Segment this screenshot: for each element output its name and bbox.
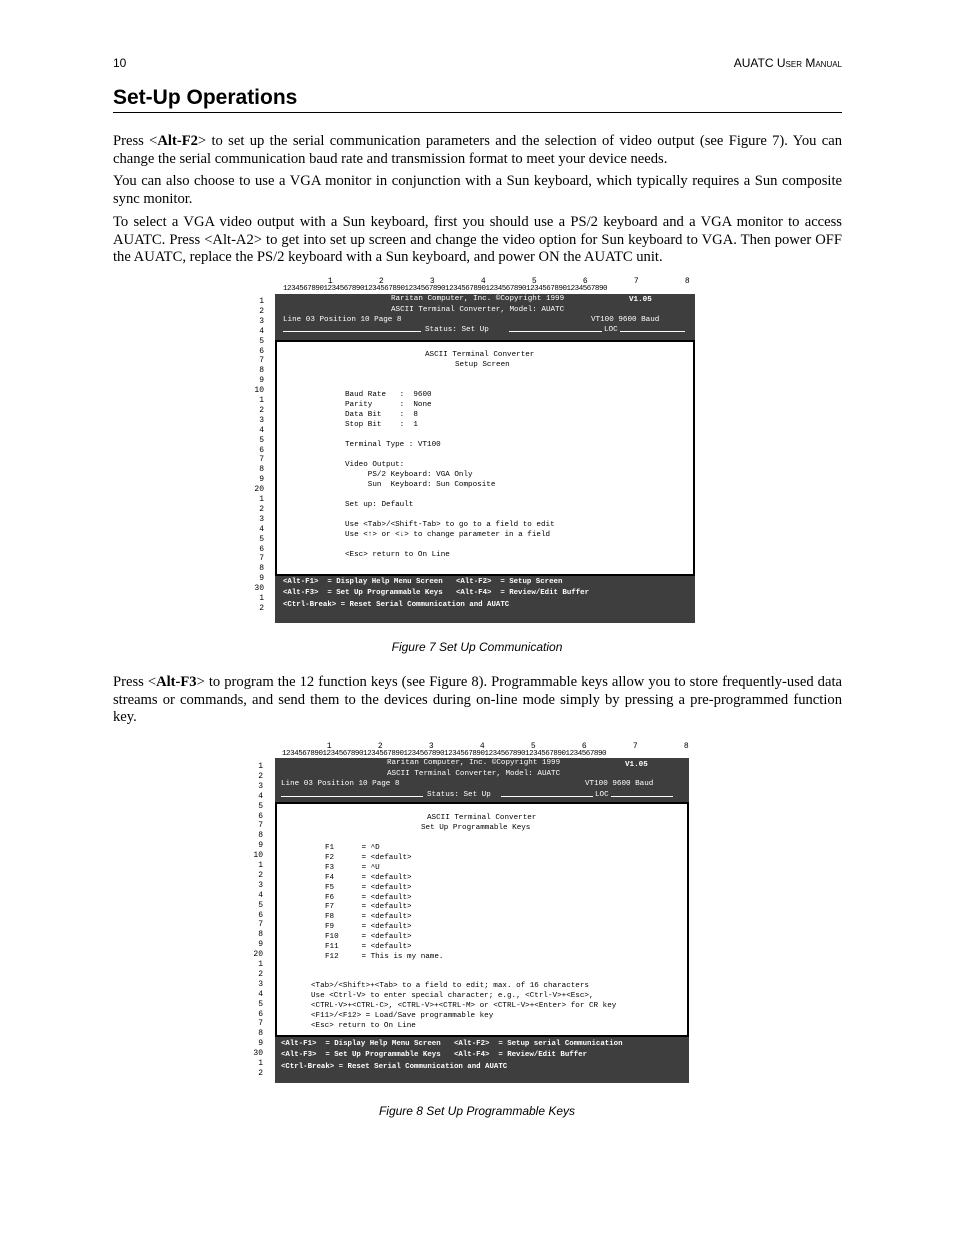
- status-rule-left: [283, 331, 421, 332]
- paragraph-alt-f3: [113, 674, 842, 727]
- row-number: 5: [259, 435, 264, 445]
- function-key-line: F8 = <default>: [325, 913, 412, 922]
- row-number: 3: [259, 415, 264, 425]
- line-position: Line 03 Position 10 Page 8: [281, 780, 400, 788]
- row-number: 1: [258, 1059, 263, 1068]
- row-number: 2: [258, 969, 263, 979]
- ruler-tens-number: 8: [683, 742, 689, 751]
- row-number: 5: [258, 801, 263, 811]
- ruler-tens-number: 5: [531, 277, 537, 286]
- terminal-screen: [275, 758, 689, 1083]
- function-key-line: F4 = <default>: [325, 873, 412, 882]
- status-text: Status: Set Up: [427, 791, 491, 799]
- row-number: 7: [258, 920, 263, 930]
- company-line: Raritan Computer, Inc. ©Copyright 1999: [391, 295, 565, 303]
- hotkey-line: <Alt-F1> = Display Help Menu Screen <Alt-F2> = Setup serial Communication: [281, 1040, 623, 1048]
- ruler-tens-number: 4: [480, 277, 486, 286]
- setup-field-line: Terminal Type : VT100: [345, 441, 441, 449]
- setup-field-line: PS/2 Keyboard: VGA Only: [345, 471, 473, 479]
- row-number: 30: [254, 584, 264, 594]
- row-number: 4: [259, 425, 264, 435]
- function-key-line: F7 = <default>: [325, 903, 412, 912]
- row-number: 2: [258, 870, 263, 880]
- ruler-tens-number: 2: [378, 277, 384, 286]
- instruction-line: <F11>/<F12> = Load/Save programmable key: [311, 1011, 494, 1020]
- p4-key: Alt-F3: [156, 674, 197, 690]
- setup-field-line: Parity : None: [345, 401, 432, 409]
- figure-8-caption: Figure 8 Set Up Programmable Keys: [378, 1104, 576, 1118]
- row-number: 3: [258, 880, 263, 890]
- instruction-line: <Tab>/<Shift>+<Tab> to a field to edit; max. of 16 characters: [311, 982, 589, 990]
- ruler-tens-number: 6: [582, 277, 588, 286]
- programmable-keys-panel: [275, 802, 689, 1037]
- function-key-line: F6 = <default>: [325, 893, 412, 902]
- row-number: 7: [259, 356, 264, 366]
- instruction-line: Use <Ctrl-V> to enter special character; e.g., <Ctrl-V>+<Esc>,: [311, 991, 594, 1000]
- row-number: 8: [259, 564, 264, 574]
- row-number: 7: [258, 821, 263, 831]
- row-number: 6: [259, 346, 264, 356]
- ruler-digits: 12345678901234567890123456789012345678901234567890123456789012345678901234567890: [283, 285, 608, 293]
- row-number: 9: [258, 940, 263, 950]
- paragraph-sun-keyboard: You can also choose to use a VGA monitor in conjunction with a Sun keyboard, which typically requires a Sun composite sync monitor.: [113, 173, 842, 207]
- function-key-line: F5 = <default>: [325, 883, 412, 892]
- setup-field-line: Set up: Default: [345, 501, 414, 509]
- terminal-baud: VT100 9600 Baud: [585, 780, 654, 788]
- function-key-line: F1 = ^D: [325, 844, 380, 852]
- row-number: 9: [258, 1039, 263, 1049]
- terminal-baud: VT100 9600 Baud: [591, 316, 660, 324]
- ruler-digits: 12345678901234567890123456789012345678901234567890123456789012345678901234567890: [282, 750, 607, 758]
- panel-title: ASCII Terminal Converter: [425, 351, 535, 359]
- hotkey-line: <Alt-F3> = Set Up Programmable Keys <Alt-F4> = Review/Edit Buffer: [281, 1051, 588, 1060]
- row-number: 2: [258, 1068, 263, 1078]
- function-key-line: F12 = This is my name.: [325, 952, 444, 961]
- row-number: 8: [258, 1029, 263, 1039]
- terminal-screen: [275, 294, 695, 623]
- product-line: ASCII Terminal Converter, Model: AUATC: [387, 770, 561, 778]
- row-number: 5: [259, 336, 264, 346]
- status-rule-right: [501, 796, 673, 797]
- ruler-tens-number: 8: [684, 277, 690, 286]
- row-number: 4: [258, 890, 263, 900]
- p1-key: Alt-F2: [157, 133, 198, 149]
- row-number: 7: [258, 1019, 263, 1029]
- function-key-line: F9 = <default>: [325, 923, 412, 932]
- row-number: 4: [258, 989, 263, 999]
- row-number: 2: [259, 603, 264, 613]
- setup-field-line: Video Output:: [345, 461, 405, 469]
- page-header: [113, 56, 842, 71]
- instruction-line: <CTRL-V>+<CTRL-C>, <CTRL-V>+<CTRL-M> or <CTRL-V>+<Enter> for CR key: [311, 1001, 617, 1010]
- row-number: 6: [258, 811, 263, 821]
- paragraph-alt-f2: [113, 133, 842, 168]
- setup-field-line: <Esc> return to On Line: [345, 551, 450, 559]
- row-number: 3: [258, 781, 263, 791]
- row-number: 3: [258, 979, 263, 989]
- row-number: 1: [258, 861, 263, 870]
- row-number: 7: [259, 554, 264, 564]
- p1-post: > to set up the serial communication parameters and the selection of video output (see Figure 7). You can change the serial communication baud rate and transmission format to meet your device needs.: [113, 133, 842, 167]
- status-text: Status: Set Up: [425, 326, 489, 334]
- panel-title: ASCII Terminal Converter: [427, 814, 537, 822]
- setup-field-line: Use <Tab>/<Shift-Tab> to go to a field to edit: [345, 521, 555, 529]
- function-key-line: F10 = <default>: [325, 933, 412, 942]
- row-number: 1: [258, 762, 263, 771]
- setup-field-line: Stop Bit : 1: [345, 421, 418, 429]
- row-number: 9: [259, 574, 264, 584]
- ruler-tens-number: 1: [326, 742, 332, 751]
- ruler-tens-number: 5: [530, 742, 536, 751]
- ruler-tens-number: 7: [632, 742, 638, 751]
- row-number: 20: [254, 485, 264, 495]
- section-title: Set-Up Operations: [113, 86, 842, 113]
- row-number: 6: [259, 544, 264, 554]
- function-key-line: F11 = <default>: [325, 943, 412, 951]
- row-number: 7: [259, 455, 264, 465]
- row-number: 2: [259, 405, 264, 415]
- ruler-tens-number: 7: [633, 277, 639, 286]
- company-line: Raritan Computer, Inc. ©Copyright 1999: [387, 759, 561, 767]
- hotkey-line: <Alt-F1> = Display Help Menu Screen <Alt-F2> = Setup Screen: [283, 578, 563, 586]
- p4-post: > to program the 12 function keys (see Figure 8). Programmable keys allow you to store frequently-used data streams or commands, and send them to the devices during on-line mode simply by pressing a pre-programmed function key.: [113, 674, 842, 726]
- row-number: 3: [259, 316, 264, 326]
- ruler-tens-number: 3: [429, 277, 435, 286]
- row-number: 2: [259, 306, 264, 316]
- ruler-tens-number: 4: [479, 742, 485, 751]
- setup-panel: [275, 340, 695, 576]
- p4-pre: Press <: [113, 674, 157, 690]
- row-number: 8: [259, 465, 264, 475]
- version: V1.05: [625, 761, 648, 769]
- paragraph-vga-select: To select a VGA video output with a Sun keyboard, first you should use a PS/2 keyboard and a VGA monitor to access AUATC. Press <Alt-A2> to get into set up screen and change the video option for Sun keyboard to VGA. Then power OFF the AUATC, replace the PS/2 keyboard with a Sun keyboard, and power ON the AUATC unit.: [113, 214, 842, 266]
- row-number: 2: [259, 504, 264, 514]
- row-number: 9: [259, 475, 264, 485]
- row-number: 10: [253, 851, 263, 861]
- row-number: 8: [258, 930, 263, 940]
- row-number: 1: [259, 594, 264, 603]
- row-number: 4: [259, 326, 264, 336]
- ruler-tens-number: 1: [327, 277, 333, 286]
- status-rule-right: [509, 331, 685, 332]
- figure-7-caption: Figure 7 Set Up Communication: [391, 640, 563, 654]
- row-number: 1: [258, 960, 263, 969]
- panel-subtitle: Setup Screen: [455, 361, 510, 369]
- row-number: 1: [259, 396, 264, 405]
- row-number: 5: [258, 999, 263, 1009]
- p1-pre: Press <: [113, 133, 158, 149]
- row-number: 8: [259, 366, 264, 376]
- ruler-tens-number: 3: [428, 742, 434, 751]
- row-number: 1: [259, 297, 264, 306]
- hotkey-line: <Ctrl-Break> = Reset Serial Communication and AUATC: [283, 600, 510, 609]
- row-number: 8: [258, 831, 263, 841]
- row-number: 10: [254, 386, 264, 396]
- ruler-tens-number: 6: [581, 742, 587, 751]
- setup-field-line: Baud Rate : 9600: [345, 391, 432, 399]
- panel-subtitle: Set Up Programmable Keys: [421, 824, 531, 832]
- setup-field-line: Data Bit : 8: [345, 411, 418, 419]
- row-number: 5: [258, 900, 263, 910]
- row-number: 3: [259, 514, 264, 524]
- setup-field-line: Sun Keyboard: Sun Composite: [345, 481, 496, 489]
- loc-indicator: LOC: [595, 791, 609, 799]
- status-rule-left: [281, 796, 423, 797]
- running-title: AUATC User Manual: [733, 56, 842, 70]
- row-number: 6: [259, 445, 264, 455]
- row-number: 9: [259, 376, 264, 386]
- row-number: 4: [258, 791, 263, 801]
- hotkey-line: <Ctrl-Break> = Reset Serial Communication and AUATC: [281, 1062, 508, 1071]
- hotkey-line: <Alt-F3> = Set Up Programmable Keys <Alt-F4> = Review/Edit Buffer: [283, 589, 590, 598]
- row-number: 1: [259, 495, 264, 504]
- line-position: Line 03 Position 10 Page 8: [283, 316, 402, 324]
- row-number: 6: [258, 910, 263, 920]
- function-key-line: F2 = <default>: [325, 853, 412, 862]
- row-number: 2: [258, 771, 263, 781]
- row-number: 30: [253, 1049, 263, 1059]
- row-number: 6: [258, 1009, 263, 1019]
- row-number: 20: [253, 950, 263, 960]
- function-key-line: F3 = ^U: [325, 863, 380, 872]
- instruction-line: <Esc> return to On Line: [311, 1021, 416, 1030]
- page-number: 10: [113, 56, 127, 70]
- version: V1.05: [629, 296, 652, 304]
- ruler-tens-number: 2: [377, 742, 383, 751]
- row-number: 5: [259, 534, 264, 544]
- row-number: 4: [259, 524, 264, 534]
- loc-indicator: LOC: [604, 326, 618, 334]
- setup-field-line: Use <↑> or <↓> to change parameter in a field: [345, 531, 551, 539]
- row-number: 9: [258, 841, 263, 851]
- product-line: ASCII Terminal Converter, Model: AUATC: [391, 306, 565, 314]
